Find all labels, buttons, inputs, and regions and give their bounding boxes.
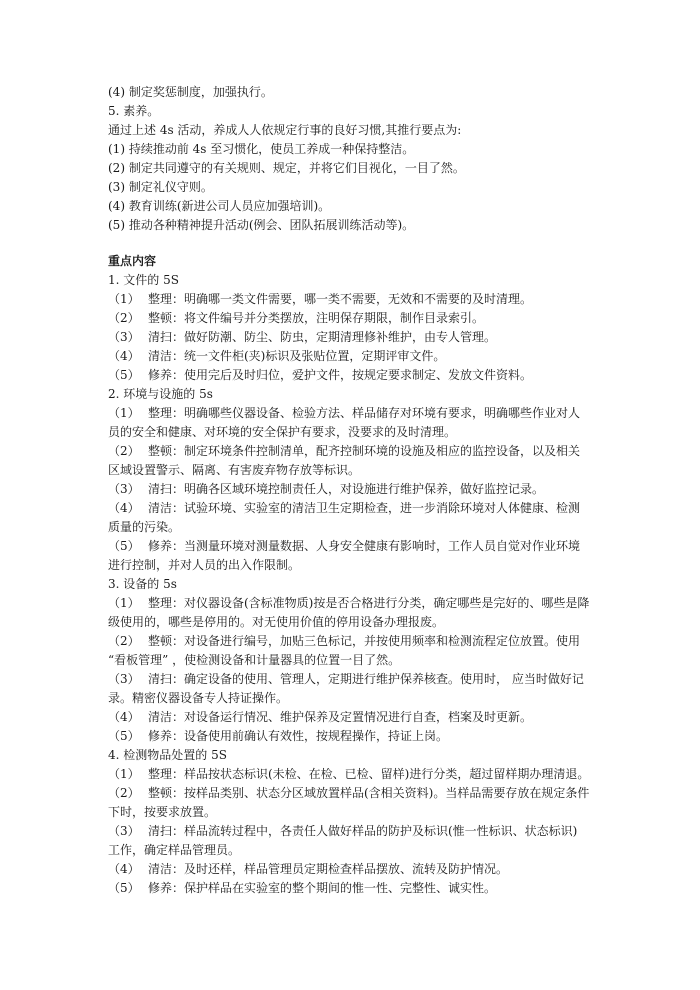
item-text-line: 清洁：试验环境、实验室的清洁卫生定期检查，进一步消除环境对人体健康、检测 (148, 501, 581, 515)
item-number: （5） (108, 881, 140, 895)
item-text (108, 632, 608, 670)
item-text-line: 清扫：样品流转过程中，各责任人做好样品的防护及标识(惟一性标识、状态标识) (148, 824, 578, 838)
item-text (108, 499, 608, 537)
item-text-line: 清洁：及时还样，样品管理员定期检查样品摆放、流转及防护情况。 (148, 862, 509, 876)
item-text-line: 整顿：将文件编号并分类摆放，注明保存期限，制作目录索引。 (148, 311, 485, 325)
item-number: （3） (108, 482, 140, 496)
item-number: （4） (108, 710, 140, 724)
section (108, 271, 608, 385)
intro-line: 通过上述 4s 活动，养成人人依规定行事的良好习惯,其推行要点为: (108, 123, 462, 137)
item-text-line: 清扫：明确各区域环境控制责任人，对设施进行维护保养，做好监控记录。 (148, 482, 545, 496)
item-number: （2） (108, 311, 140, 325)
item-number: （4） (108, 501, 140, 515)
item-number: （1） (108, 406, 140, 420)
item-text-line: 整理：样品按状态标识(未检、在检、已检、留样)进行分类，超过留样期办理清退。 (148, 767, 590, 781)
item-text-line: 员的安全和健康、对环境的安全保护有要求，没要求的及时清理。 (108, 425, 457, 439)
item-number: （2） (108, 786, 140, 800)
item-text-line: 整理：明确哪些仪器设备、检验方法、样品储存对环境有要求，明确哪些作业对人 (148, 406, 581, 420)
item-text (148, 309, 608, 328)
item-text (108, 537, 608, 575)
document-body (108, 83, 608, 898)
item-number: （4） (108, 862, 140, 876)
item-text-line: 区域设置警示、隔离、有害废弃物存放等标识。 (108, 463, 361, 477)
item-text-line: 质量的污染。 (108, 520, 181, 534)
item-text (148, 727, 608, 746)
item-text-line: 整顿：按样品类别、状态分区域放置样品(含相关资料)。当样品需要存放在规定条件 (148, 786, 590, 800)
item-text (108, 442, 608, 480)
list-item (108, 822, 608, 860)
item-number: （4） (108, 349, 140, 363)
section-title: 3. 设备的 5s (108, 577, 177, 591)
item-number: （1） (108, 292, 140, 306)
item-text (148, 879, 608, 898)
item-text (148, 347, 608, 366)
list-item (108, 309, 608, 328)
item-text (148, 708, 608, 727)
list-item (108, 290, 608, 309)
item-text (108, 784, 608, 822)
item-text-line: 级使用的，哪些是停用的。对无使用价值的停用设备办理报废。 (108, 615, 445, 629)
item-text-line: 清扫：做好防潮、防尘、防虫，定期清理修补维护，由专人管理。 (148, 330, 497, 344)
section-title: 2. 环境与设施的 5s (108, 387, 213, 401)
list-item (108, 328, 608, 347)
item-text-line: 工作，确定样品管理员。 (108, 843, 241, 857)
item-text (148, 480, 608, 499)
section (108, 746, 608, 898)
section-title: 1. 文件的 5S (108, 273, 179, 287)
item-text (108, 404, 608, 442)
item-text (108, 822, 608, 860)
item-text-line: 整理：对仪器设备(含标准物质)按是否合格进行分类，确定哪些是完好的、哪些是降 (148, 596, 590, 610)
item-text (148, 366, 608, 385)
item-number: （1） (108, 596, 140, 610)
item-number: （3） (108, 672, 140, 686)
intro-line: (2) 制定共同遵守的有关规则、规定，并将它们目视化，一目了然。 (108, 161, 465, 175)
item-text (148, 290, 608, 309)
item-text-line: 录。精密仪器设备专人持证操作。 (108, 691, 289, 705)
item-number: （2） (108, 444, 140, 458)
item-text (108, 670, 608, 708)
intro-line: (4) 教育训练(新进公司人员应加强培训)。 (108, 199, 331, 213)
sections-list (108, 271, 608, 898)
item-text (148, 765, 608, 784)
list-item (108, 537, 608, 575)
intro-line: (5) 推动各种精神提升活动(例会、团队拓展训练活动等)。 (108, 218, 415, 232)
intro-line: (1) 持续推动前 4s 至习惯化，使员工养成一种保持整洁。 (108, 142, 415, 156)
section-title: 4. 检测物品处置的 5S (108, 748, 227, 762)
item-number: （5） (108, 729, 140, 743)
item-text-line: 清洁：对设备运行情况、维护保养及定置情况进行自查，档案及时更新。 (148, 710, 533, 724)
list-item (108, 708, 608, 727)
item-text-line: “看板管理” ，使检测设备和计量器具的位置一目了然。 (108, 653, 401, 667)
item-text-line: 整理：明确哪一类文件需要，哪一类不需要，无效和不需要的及时清理。 (148, 292, 533, 306)
list-item (108, 860, 608, 879)
item-text-line: 整顿：对设备进行编号，加贴三色标记，并按使用频率和检测流程定位放置。使用 (148, 634, 581, 648)
item-text-line: 整顿：制定环境条件控制清单，配齐控制环境的设施及相应的监控设备，以及相关 (148, 444, 581, 458)
item-text (108, 594, 608, 632)
section (108, 385, 608, 575)
item-text (148, 860, 608, 879)
item-number: （3） (108, 824, 140, 838)
list-item (108, 442, 608, 480)
list-item (108, 727, 608, 746)
item-text-line: 修养：使用完后及时归位，爱护文件，按规定要求制定、发放文件资料。 (148, 368, 533, 382)
list-item (108, 366, 608, 385)
item-number: （5） (108, 539, 140, 553)
item-text-line: 清洁：统一文件柜(夹)标识及张贴位置，定期评审文件。 (148, 349, 446, 363)
intro-line: (4) 制定奖惩制度，加强执行。 (108, 85, 273, 99)
item-text-line: 修养：保护样品在实验室的整个期间的惟一性、完整性、诚实性。 (148, 881, 497, 895)
list-item (108, 404, 608, 442)
intro-line: 5. 素养。 (108, 104, 160, 118)
item-text-line: 清扫：确定设备的使用、管理人，定期进行维护保养核查。使用时， 应当时做好记 (148, 672, 584, 686)
item-text (148, 328, 608, 347)
item-text-line: 进行控制，并对人员的出入作限制。 (108, 558, 301, 572)
item-number: （2） (108, 634, 140, 648)
list-item (108, 499, 608, 537)
list-item (108, 784, 608, 822)
list-item (108, 347, 608, 366)
list-item (108, 670, 608, 708)
list-item (108, 480, 608, 499)
list-item (108, 879, 608, 898)
item-number: （1） (108, 767, 140, 781)
intro-line: (3) 制定礼仪守则。 (108, 180, 213, 194)
item-text-line: 修养：设备使用前确认有效性，按规程操作，持证上岗。 (148, 729, 449, 743)
item-text-line: 修养：当测量环境对测量数据、人身安全健康有影响时，工作人员自觉对作业环境 (148, 539, 581, 553)
list-item (108, 632, 608, 670)
item-number: （5） (108, 368, 140, 382)
key-content-heading: 重点内容 (108, 254, 157, 268)
intro-block (108, 83, 608, 235)
item-text-line: 下时，按要求放置。 (108, 805, 217, 819)
section (108, 575, 608, 746)
item-number: （3） (108, 330, 140, 344)
list-item (108, 765, 608, 784)
list-item (108, 594, 608, 632)
